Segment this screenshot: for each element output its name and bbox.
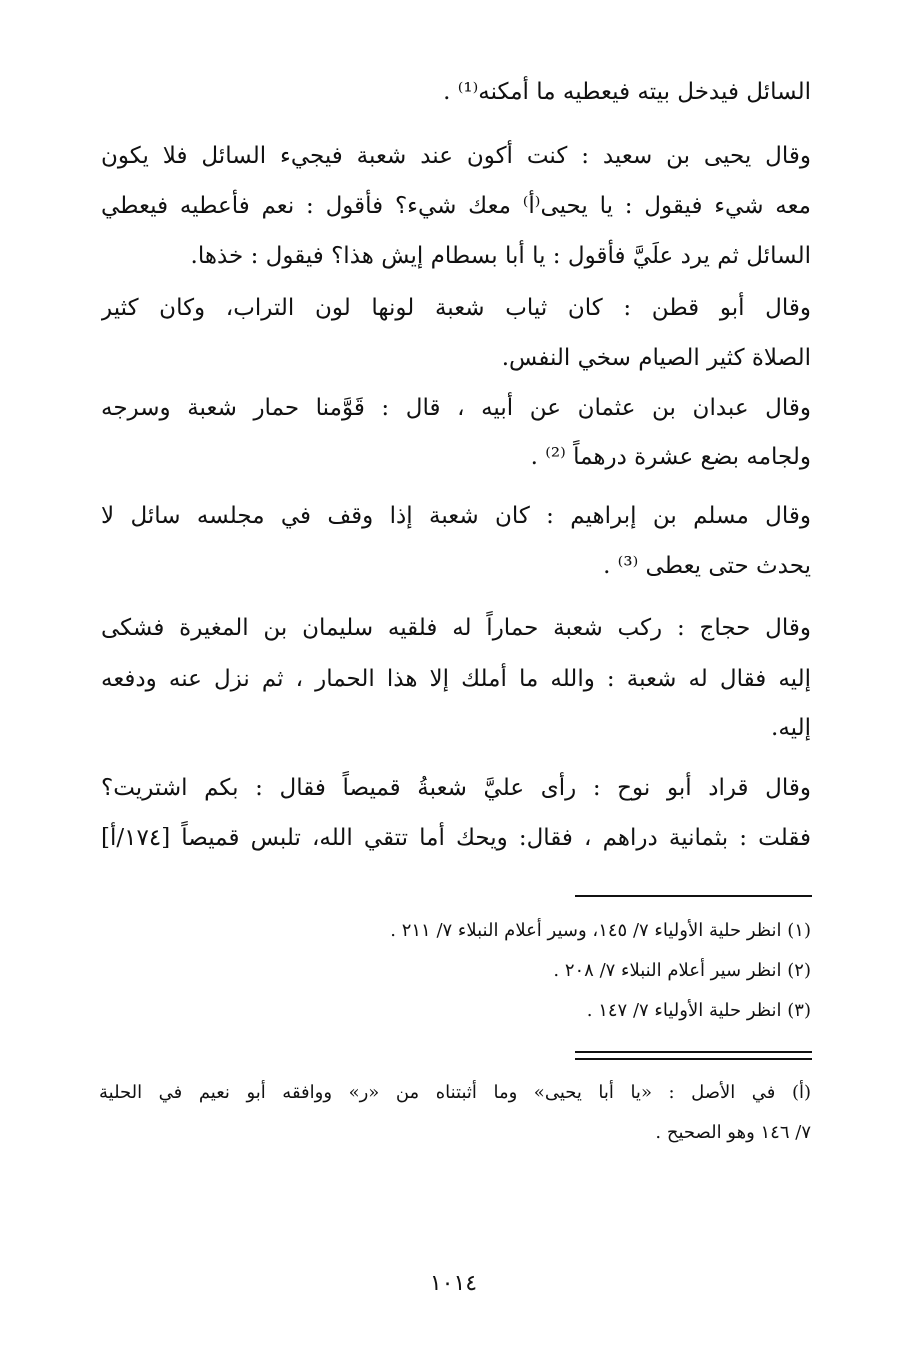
body-line: السائل فيدخل بيته فيعطيه ما أمكنه⁽¹⁾ . bbox=[443, 79, 811, 105]
variant-note: ٧/ ١٤٦ وهو الصحيح . bbox=[655, 1122, 811, 1143]
body-line: الصلاة كثير الصيام سخي النفس. bbox=[501, 345, 811, 371]
body-line: إليه. bbox=[771, 715, 811, 741]
body-line: يحدث حتى يعطى ⁽³⁾ . bbox=[603, 553, 811, 579]
footnote: (١) انظر حلية الأولياء ٧/ ١٤٥، وسير أعلام النبلاء ٧/ ٢١١ . bbox=[390, 920, 811, 941]
body-line: وقال أبو قطن : كان ثياب شعبة لونها لون التراب، وكان كثير bbox=[101, 295, 811, 321]
body-line: وقال عبدان بن عثمان عن أبيه ، قال : قَوَّمنا حمار شعبة وسرجه bbox=[101, 395, 811, 421]
body-line: وقال قراد أبو نوح : رأى عليَّ شعبةُ قميصاً فقال : بكم اشتريت؟ bbox=[101, 775, 811, 801]
footnote: (٣) انظر حلية الأولياء ٧/ ١٤٧ . bbox=[586, 1000, 811, 1021]
footnote: (٢) انظر سير أعلام النبلاء ٧/ ٢٠٨ . bbox=[553, 960, 811, 981]
body-line: وقال مسلم بن إبراهيم : كان شعبة إذا وقف في مجلسه سائل لا bbox=[101, 503, 811, 529]
footnote-separator bbox=[575, 895, 812, 897]
variant-note: (أ) في الأصل : «يا أبا يحيى» وما أثبتناه من «ر» ووافقه أبو نعيم في الحلية bbox=[99, 1082, 811, 1103]
variant-notes-separator bbox=[575, 1051, 812, 1053]
body-line: معه شيء فيقول : يا يحيى⁽أ⁾ معك شيء؟ فأقول : نعم فأعطيه فيعطي bbox=[101, 193, 811, 219]
page-number: ١٠١٤ bbox=[429, 1271, 478, 1296]
variant-notes-separator bbox=[575, 1058, 812, 1060]
body-line: وقال يحيى بن سعيد : كنت أكون عند شعبة فيجيء السائل فلا يكون bbox=[101, 143, 811, 169]
body-line: وقال حجاج : ركب شعبة حماراً له فلقيه سليمان بن المغيرة فشكى bbox=[101, 615, 811, 641]
body-line: إليه فقال له شعبة : والله ما أملك إلا هذا الحمار ، ثم نزل عنه ودفعه bbox=[101, 666, 811, 692]
body-line: ولجامه بضع عشرة درهماً ⁽²⁾ . bbox=[530, 444, 811, 470]
body-line: فقلت : بثمانية دراهم ، فقال: ويحك أما تتقي الله، تلبس قميصاً [١٧٤/أ] bbox=[101, 825, 811, 851]
body-line: السائل ثم يرد علَيَّ فأقول : يا أبا بسطام إيش هذا؟ فيقول : خذها. bbox=[190, 243, 811, 269]
